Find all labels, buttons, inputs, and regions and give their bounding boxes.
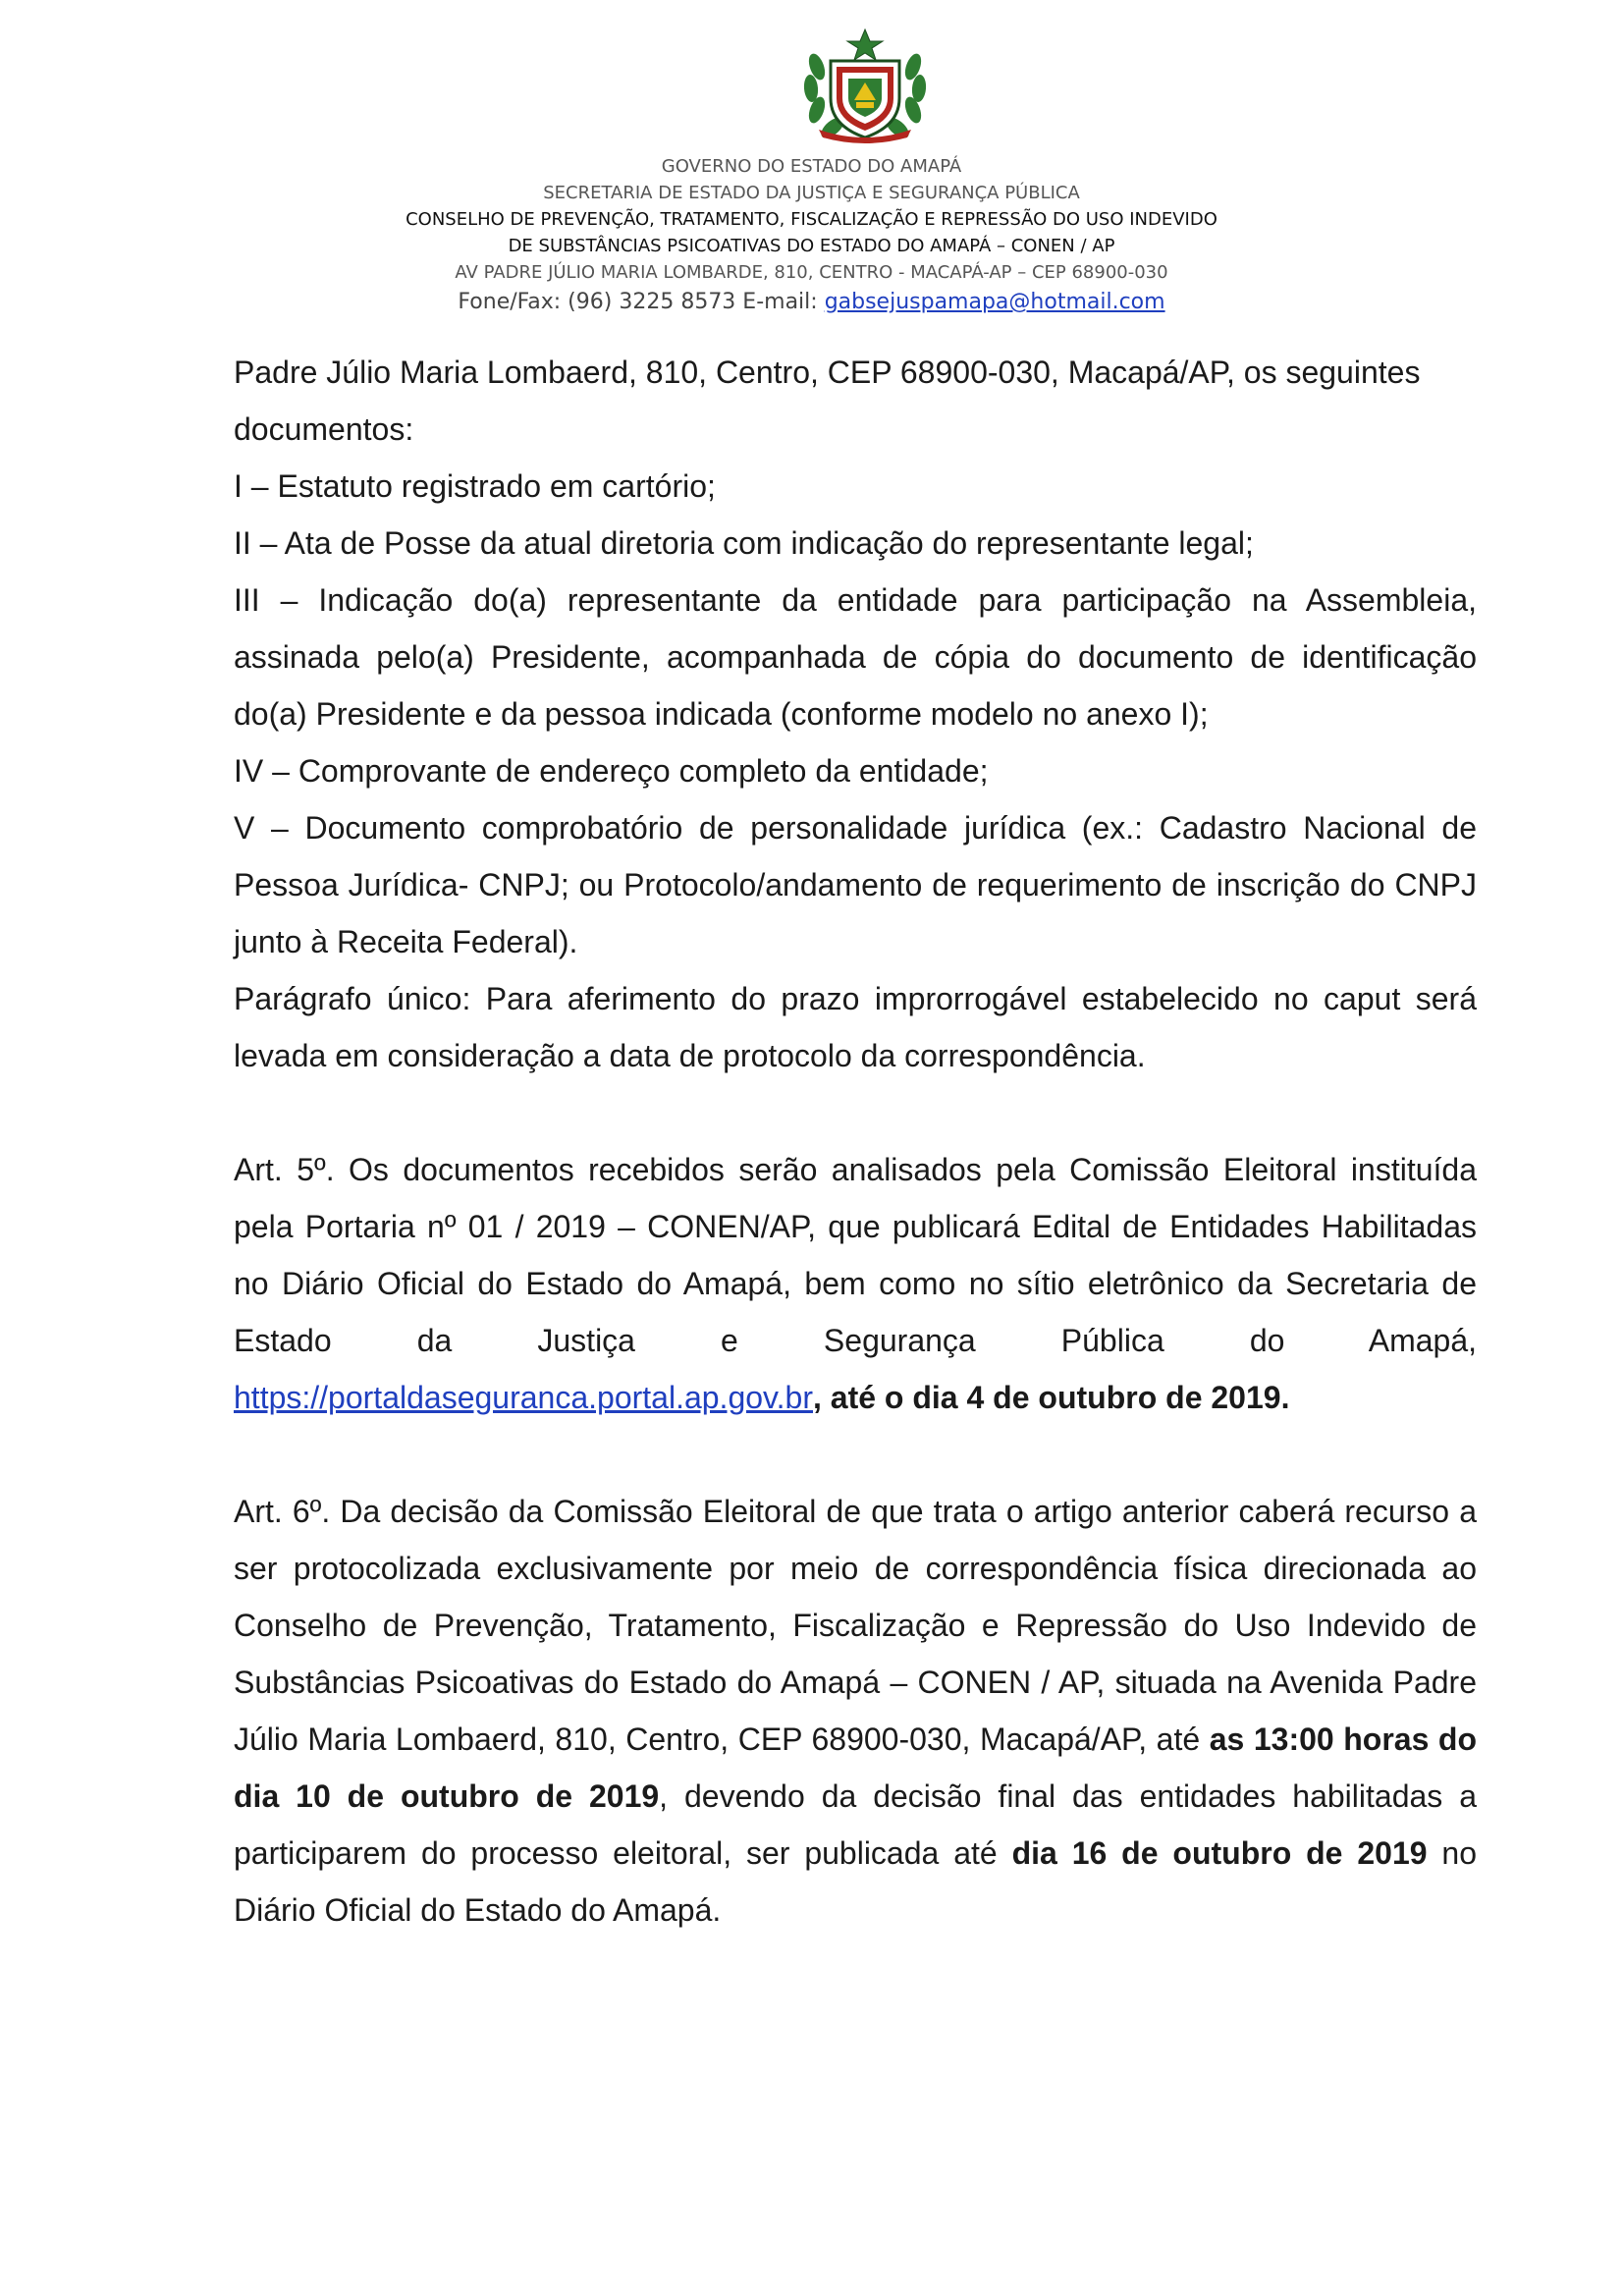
address-line: AV PADRE JÚLIO MARIA LOMBARDE, 810, CENTRO - MACAPÁ-AP – CEP 68900-030	[455, 262, 1168, 283]
list-item-2: II – Ata de Posse da atual diretoria com indicação do representante legal;	[234, 525, 1254, 561]
article-6	[234, 1483, 1477, 1939]
council-name-line1: CONSELHO DE PREVENÇÃO, TRATAMENTO, FISCALIZAÇÃO E REPRESSÃO DO USO INDEVIDO	[406, 209, 1217, 230]
letterhead-text	[0, 153, 1623, 319]
government-name: GOVERNO DO ESTADO DO AMAPÁ	[661, 156, 962, 177]
secretariat-name: SECRETARIA DE ESTADO DA JUSTIÇA E SEGURANÇA PÚBLICA	[543, 183, 1080, 203]
council-name-line2: DE SUBSTÂNCIAS PSICOATIVAS DO ESTADO DO AMAPÁ – CONEN / AP	[508, 236, 1115, 256]
article-6-text-3: no Diário Oficial do Estado do Amapá.	[234, 1835, 1478, 1928]
state-seal-icon	[797, 27, 933, 143]
spacer	[234, 1426, 1477, 1483]
list-item-5: V – Documento comprobatório de personalidade jurídica (ex.: Cadastro Nacional de Pessoa Jurídica- CNPJ; ou Protocolo/andamento de requerimento de inscrição do CNPJ junto à Receita Federal).	[234, 810, 1477, 959]
list-item-3: III – Indicação do(a) representante da entidade para participação na Assembleia, assinada pelo(a) Presidente, acompanhada de cópia do documento de identificação do(a) Presidente e da pessoa indicada (conforme modelo no anexo I);	[234, 582, 1477, 732]
article-6-deadline-2: dia 16 de outubro de 2019	[1011, 1835, 1428, 1871]
phone-label: Fone/Fax: (96) 3225 8573 E-mail:	[458, 290, 825, 314]
list-item-1: I – Estatuto registrado em cartório;	[234, 468, 716, 504]
sole-paragraph: Parágrafo único: Para aferimento do prazo improrrogável estabelecido no caput será levada em consideração a data de protocolo da correspondência.	[234, 981, 1477, 1073]
article-6-deadline-1: as 13:00 horas do dia 10 de outubro de 2019	[234, 1722, 1478, 1814]
article-5	[234, 1141, 1477, 1426]
intro-paragraph: Padre Júlio Maria Lombaerd, 810, Centro, CEP 68900-030, Macapá/AP, os seguintes documentos:	[234, 355, 1421, 447]
spacer	[234, 1084, 1477, 1141]
article-6-text-1: Art. 6º. Da decisão da Comissão Eleitoral de que trata o artigo anterior caberá recurso a ser protocolizada exclusivamente por meio de correspondência física direcionada ao Conselho de Prevenção, Tratamento, Fiscalização e Repressão do Uso Indevido de Substâncias Psicoativas do Estado do Amapá – CONEN / AP, situada na Avenida Padre Júlio Maria Lombaerd, 810, Centro, CEP 68900-030, Macapá/AP, até	[234, 1494, 1477, 1757]
email-link[interactable]: gabsejuspamapa@hotmail.com	[824, 290, 1165, 314]
document-body	[234, 344, 1477, 1939]
article-5-deadline: , até o dia 4 de outubro de 2019.	[813, 1380, 1290, 1415]
article-6-text-2: , devendo da decisão final das entidades habilitadas a participarem do processo eleitoral, ser publicada até	[234, 1778, 1478, 1871]
contact-line	[0, 286, 1623, 319]
article-5-text: Art. 5º. Os documentos recebidos serão analisados pela Comissão Eleitoral instituída pela Portaria nº 01 / 2019 – CONEN/AP, que publicará Edital de Entidades Habilitadas no Diário Oficial do Estado do Amapá, bem como no sítio eletrônico da Secretaria de Estado da Justiça e Segurança Pública do Amapá,	[234, 1152, 1477, 1358]
portal-link[interactable]: https://portaldaseguranca.portal.ap.gov.br	[234, 1380, 813, 1415]
list-item-4: IV – Comprovante de endereço completo da entidade;	[234, 753, 989, 789]
